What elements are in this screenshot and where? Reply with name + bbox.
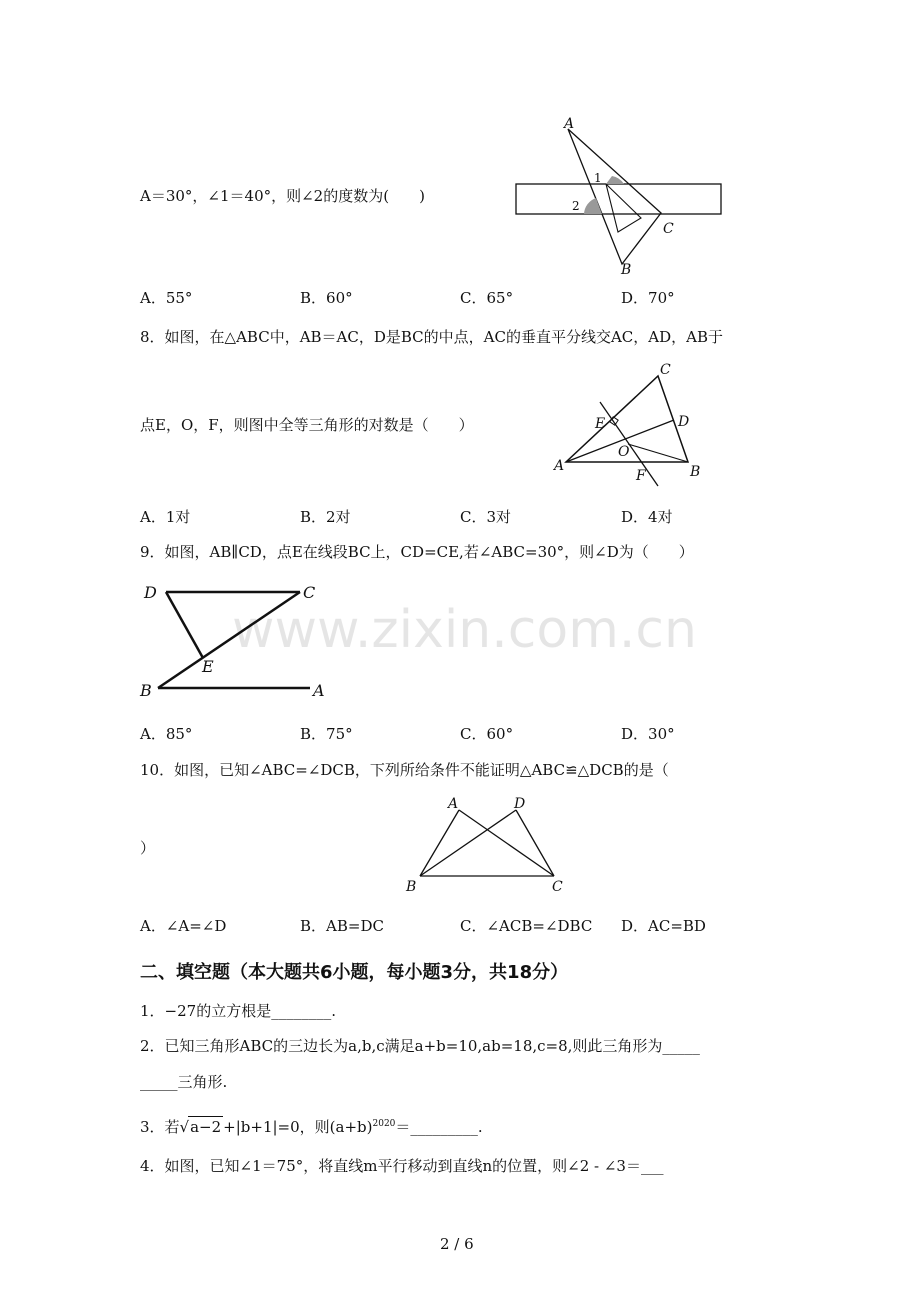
- q7-stem: A＝30°，∠1＝40°，则∠2的度数为( ): [140, 187, 425, 205]
- q7-label-1: 1: [594, 171, 602, 185]
- q9-label-B: B: [140, 681, 152, 700]
- fill-q3-suffix: ＝_________.: [395, 1118, 483, 1136]
- q9-option-a: A．85°: [140, 725, 193, 743]
- q7-option-b: B．60°: [300, 289, 353, 307]
- q8-label-F: F: [636, 468, 646, 484]
- q7-label-2: 2: [572, 199, 580, 213]
- q8-label-E: E: [595, 416, 606, 432]
- q8-label-B: B: [690, 464, 701, 480]
- q9-option-c: C．60°: [460, 725, 514, 743]
- fill-q3-radicand: a−2: [190, 1118, 222, 1136]
- q10-stem-line1: 10．如图，已知∠ABC=∠DCB，下列所给条件不能证明△ABC≌△DCB的是（: [140, 761, 669, 779]
- q9-label-E: E: [202, 657, 214, 676]
- q7-option-c: C．65°: [460, 289, 514, 307]
- fill-q3: [140, 1114, 483, 1137]
- fill-q3-exponent: 2020: [372, 1119, 396, 1129]
- q10-option-c: C．∠ACB=∠DBC: [460, 917, 593, 935]
- q10-option-d: D．AC=BD: [621, 917, 706, 935]
- q10-label-B: B: [406, 879, 417, 895]
- q7-label-C: C: [663, 221, 674, 237]
- q10-label-A: A: [448, 796, 459, 812]
- q9-label-A: A: [313, 681, 325, 700]
- fill-q4: 4．如图，已知∠1＝75°，将直线m平行移动到直线n的位置，则∠2 - ∠3＝___: [140, 1157, 664, 1175]
- q10-option-a: A．∠A=∠D: [140, 917, 227, 935]
- q9-label-D: D: [144, 583, 157, 602]
- q8-label-C: C: [660, 362, 671, 378]
- section-title: 二、填空题（本大题共6小题，每小题3分，共18分）: [140, 962, 569, 983]
- q10-label-D: D: [514, 796, 526, 812]
- q10-option-b: B．AB=DC: [300, 917, 384, 935]
- sqrt-sign: √: [179, 1118, 190, 1136]
- q10-stem-line2: ）: [140, 839, 156, 857]
- q7-label-B: B: [621, 262, 632, 278]
- q7-option-d: D．70°: [621, 289, 675, 307]
- q8-option-a: A．1对: [140, 508, 191, 526]
- fill-q3-prefix: 3．若: [140, 1118, 180, 1136]
- fill-q3-middle: +|b+1|=0，则(a+b): [223, 1118, 373, 1136]
- q8-stem-line1: 8．如图，在△ABC中，AB＝AC，D是BC的中点，AC的垂直平分线交AC，AD，AB于: [140, 328, 723, 346]
- watermark: www.zixin.com.cn: [232, 600, 697, 660]
- q9-option-d: D．30°: [621, 725, 675, 743]
- q8-option-c: C．3对: [460, 508, 512, 526]
- q8-option-b: B．2对: [300, 508, 351, 526]
- q8-figure: [548, 362, 708, 492]
- q8-stem-line2: 点E，O，F，则图中全等三角形的对数是（ ）: [140, 416, 474, 434]
- q8-option-d: D．4对: [621, 508, 673, 526]
- q9-stem: 9．如图，AB∥CD，点E在线段BC上，CD=CE,若∠ABC=30°，则∠D为（ ）: [140, 543, 694, 561]
- q7-option-a: A．55°: [140, 289, 193, 307]
- fill-q2-line2: _____三角形.: [140, 1073, 228, 1091]
- q7-figure: [508, 112, 728, 282]
- fill-q1: 1．−27的立方根是________.: [140, 1002, 336, 1020]
- q9-option-b: B．75°: [300, 725, 353, 743]
- q8-label-D: D: [678, 414, 690, 430]
- q8-label-O: O: [618, 444, 630, 460]
- q8-label-A: A: [554, 458, 565, 474]
- q10-figure: [404, 794, 574, 896]
- page-number: 2 / 6: [440, 1235, 474, 1253]
- q7-label-A: A: [564, 116, 575, 132]
- q10-label-C: C: [552, 879, 563, 895]
- q9-label-C: C: [303, 583, 316, 602]
- q9-figure: [138, 578, 338, 703]
- fill-q2-line1: 2．已知三角形ABC的三边长为a,b,c满足a+b=10,ab=18,c=8,则此三角形为_____: [140, 1037, 700, 1055]
